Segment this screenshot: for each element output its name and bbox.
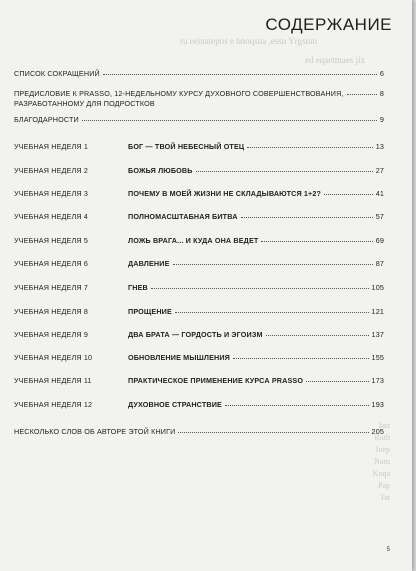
week-label: УЧЕБНАЯ НЕДЕЛЯ 7: [14, 283, 88, 292]
leader-dots: [103, 74, 377, 75]
leader-dots: [173, 264, 373, 265]
leader-dots: [175, 312, 369, 313]
toc-entry-week[interactable]: [14, 189, 384, 198]
toc-entry-week[interactable]: [14, 307, 384, 316]
week-label: УЧЕБНАЯ НЕДЕЛЯ 2: [14, 166, 88, 175]
entry-page: 27: [375, 166, 384, 175]
toc-entry-week[interactable]: [14, 142, 384, 151]
leader-dots: [82, 120, 377, 121]
toc-entry-week[interactable]: [14, 166, 384, 175]
toc-entry-week[interactable]: [14, 212, 384, 221]
entry-page: 105: [371, 283, 384, 292]
entry-page: 155: [371, 353, 384, 362]
toc-entry-week[interactable]: [14, 400, 384, 409]
leader-dots: [241, 217, 373, 218]
week-label: УЧЕБНАЯ НЕДЕЛЯ 8: [14, 307, 88, 316]
entry-title: ПОЧЕМУ В МОЕЙ ЖИЗНИ НЕ СКЛАДЫВАЮТСЯ 1+2?: [128, 189, 322, 198]
toc-entry-abbreviations[interactable]: [14, 69, 384, 78]
week-label: УЧЕБНАЯ НЕДЕЛЯ 11: [14, 376, 92, 385]
entry-page: 57: [375, 212, 384, 221]
leader-dots: [196, 171, 373, 172]
leader-dots: [247, 147, 372, 148]
leader-dots: [306, 381, 368, 382]
entry-title: ПРОЩЕНИЕ: [128, 307, 172, 316]
entry-page: 205: [371, 427, 384, 436]
week-label: УЧЕБНАЯ НЕДЕЛЯ 1: [14, 142, 88, 151]
entry-title: ОБНОВЛЕНИЕ МЫШЛЕНИЯ: [128, 353, 230, 362]
entry-title-line2: РАЗРАБОТАННОМУ ДЛЯ ПОДРОСТКОВ: [14, 99, 155, 108]
entry-page: 9: [379, 115, 384, 124]
entry-page: 173: [371, 376, 384, 385]
toc-entry-week[interactable]: [14, 236, 384, 245]
leader-dots: [266, 335, 369, 336]
entry-title: ГНЕВ: [128, 283, 148, 292]
toc-entry-week[interactable]: [14, 259, 384, 268]
entry-page: 87: [375, 259, 384, 268]
toc-entry-week[interactable]: [14, 353, 384, 362]
entry-page: 121: [371, 307, 384, 316]
show-through: ed eqaetmaes jix: [305, 55, 365, 65]
week-label: УЧЕБНАЯ НЕДЕЛЯ 10: [14, 353, 93, 362]
toc-entry-about-author[interactable]: [14, 427, 384, 436]
entry-page: 137: [371, 330, 384, 339]
toc-entry-week[interactable]: [14, 330, 384, 339]
page-title: СОДЕРЖАНИЕ: [265, 15, 392, 34]
page-number: 5: [386, 547, 390, 553]
entry-title: ЛОЖЬ ВРАГА... И КУДА ОНА ВЕДЕТ: [128, 236, 259, 245]
week-label: УЧЕБНАЯ НЕДЕЛЯ 12: [14, 400, 93, 409]
entry-title: ДВА БРАТА — ГОРДОСТЬ И ЭГОИЗМ: [128, 330, 263, 339]
entry-title: ДАВЛЕНИЕ: [128, 259, 170, 268]
week-label: УЧЕБНАЯ НЕДЕЛЯ 5: [14, 236, 88, 245]
leader-dots: [324, 194, 373, 195]
leader-dots: [233, 358, 369, 359]
leader-dots: [261, 241, 372, 242]
entry-page: 13: [375, 142, 384, 151]
entry-title: БОГ — ТВОЙ НЕБЕСНЫЙ ОТЕЦ: [128, 142, 245, 151]
show-through: Iatr Ruth Ioep Nom Koqa Pap Tat: [372, 421, 390, 502]
week-label: УЧЕБНАЯ НЕДЕЛЯ 3: [14, 189, 88, 198]
toc-entry-week[interactable]: [14, 376, 384, 385]
entry-page: 193: [371, 400, 384, 409]
leader-dots: [178, 432, 368, 433]
entry-title: БОЖЬЯ ЛЮБОВЬ: [128, 166, 193, 175]
entry-title: ПОЛНОМАСШТАБНАЯ БИТВА: [128, 212, 238, 221]
entry-title: ДУХОВНОЕ СТРАНСТВИЕ: [128, 400, 222, 409]
entry-title-line1: ПРЕДИСЛОВИЕ К PRASSO, 12-НЕДЕЛЬНОМУ КУРСУ ДУХОВНОГО СОВЕРШЕНСТВОВАНИЯ,: [14, 89, 344, 98]
toc-entry-preface[interactable]: [14, 89, 384, 109]
toc-entry-acknowledgements[interactable]: [14, 115, 384, 124]
week-label: УЧЕБНАЯ НЕДЕЛЯ 6: [14, 259, 88, 268]
entry-page: 8: [379, 89, 384, 98]
entry-title: СПИСОК СОКРАЩЕНИЙ: [14, 69, 100, 78]
entry-page: 69: [375, 236, 384, 245]
entry-title: БЛАГОДАРНОСТИ: [14, 115, 79, 124]
entry-page: 6: [379, 69, 384, 78]
leader-dots: [225, 405, 369, 406]
week-label: УЧЕБНАЯ НЕДЕЛЯ 9: [14, 330, 88, 339]
entry-page: 41: [375, 189, 384, 198]
entry-title: НЕСКОЛЬКО СЛОВ ОБ АВТОРЕ ЭТОЙ КНИГИ: [14, 427, 176, 436]
toc-entry-week[interactable]: [14, 283, 384, 292]
entry-title: ПРАКТИЧЕСКОЕ ПРИМЕНЕНИЕ КУРСА PRASSO: [128, 376, 304, 385]
leader-dots: [151, 288, 369, 289]
show-through: ru eeinatepos e bnoqsua ,essn Yrgsnin: [180, 36, 317, 46]
week-label: УЧЕБНАЯ НЕДЕЛЯ 4: [14, 212, 88, 221]
entry-title: [14, 89, 344, 109]
leader-dots: [347, 94, 377, 95]
